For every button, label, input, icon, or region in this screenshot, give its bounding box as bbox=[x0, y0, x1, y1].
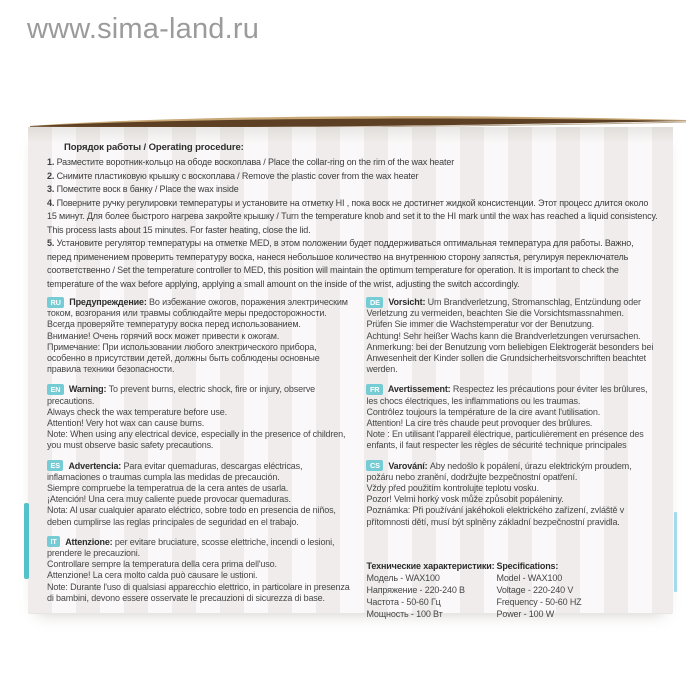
warning-text-line: Achtung! Sehr heißer Wachs kann die Brandverletzungen verursachen. bbox=[366, 330, 641, 341]
spec-line: Частота - 50-60 Гц bbox=[366, 596, 441, 607]
language-badge-es: ES bbox=[47, 460, 63, 471]
specs-heading: Технические характеристики: bbox=[366, 560, 495, 571]
warning-text: Respectez les précautions pour éviter les brûlures, les chocs électriques, les inflammations ou les traumas. bbox=[366, 384, 648, 406]
procedure-steps bbox=[47, 156, 658, 291]
spec-line: Power - 100 W bbox=[496, 608, 555, 619]
warning-text-line: Controllare sempre la temperatura della cera prima dell'uso. bbox=[47, 559, 277, 570]
language-badge-ru: RU bbox=[47, 297, 64, 308]
box-front-panel bbox=[28, 127, 673, 619]
operating-procedure-section bbox=[47, 142, 658, 291]
sima-land-watermark: www.sima-land.ru bbox=[27, 13, 260, 45]
spec-line: Voltage - 220-240 V bbox=[496, 584, 574, 595]
warning-text-line: Poznámka: Při používání jakéhokoli elektrického zařízení, zvláště v přítomnosti dětí, musí být splněny základní bezpečnostní pravidla. bbox=[366, 505, 625, 527]
warning-title: Varování: bbox=[388, 460, 430, 471]
warning-text-line: Всегда проверяйте температуру воска перед использованием. bbox=[47, 319, 301, 330]
warning-title: Vorsicht: bbox=[388, 297, 428, 307]
warning-section-es bbox=[47, 461, 352, 528]
warning-text-line: Always check the wax temperature before use. bbox=[47, 406, 227, 417]
warning-text: To prevent burns, electric shock, fire or injury, observe precautions. bbox=[47, 384, 316, 406]
warning-text-line: Attenzione! La cera molto calda può causare le ustioni. bbox=[47, 570, 258, 581]
warning-text-line: Vždy před použitím kontrolujte teplotu vosku. bbox=[366, 483, 539, 494]
language-badge-fr: FR bbox=[366, 384, 382, 395]
step-text: Поместите воск в банку / Place the wax inside bbox=[56, 184, 239, 194]
warning-first-line bbox=[366, 297, 658, 319]
step-number: 3. bbox=[47, 184, 57, 194]
step-text: Поверните ручку регулировки температуры и установите на отметку HI , пока воск не достигнет жидкой консистенции. Этот процесс длится около 15 минут. Для более быстрого нагрева закройте крышку / Turn the temperature knob and set it to the HI mark until the wax has reached a liquid consistency. This process lasts about 15 minutes. For faster heating, close the lid. bbox=[47, 197, 658, 235]
step-number: 2. bbox=[47, 170, 57, 181]
language-badge-it: IT bbox=[47, 536, 60, 547]
warning-text-line: Attention! La cire très chaude peut provoquer des brûlures. bbox=[366, 418, 593, 429]
warning-text: per evitare bruciature, scosse elettriche, incendi o lesioni, prendere le precauzioni. bbox=[47, 536, 335, 559]
warning-title: Advertencia: bbox=[68, 460, 124, 471]
warning-section-de bbox=[366, 297, 658, 375]
warning-text-line: Note : En utilisant l'appareil électrique, particulièrement en présence des enfants, il faut respecter les règles de sécurité technique principales bbox=[366, 429, 644, 451]
warning-text-line: Contrôlez toujours la température de la cire avant l'utilisation. bbox=[366, 406, 601, 417]
warning-title: Avertissement: bbox=[387, 384, 453, 395]
step-number: 4. bbox=[47, 197, 57, 208]
warning-section-ru bbox=[47, 297, 352, 375]
warning-text: Um Brandverletzung, Stromanschlag, Entzündung oder Verletzung zu vermeiden, beachten Sie die Vorsichtsmassnahmen. bbox=[366, 297, 641, 319]
spec-line: Напряжение - 220-240 В bbox=[366, 584, 465, 595]
specs-ru bbox=[366, 560, 496, 620]
step-number: 5. bbox=[47, 238, 57, 248]
spec-line: Модель - WAX100 bbox=[366, 572, 440, 583]
procedure-heading: Порядок работы / Operating procedure: bbox=[64, 142, 244, 153]
warning-text-line: Attention! Very hot wax can cause burns. bbox=[47, 418, 205, 429]
warning-first-line bbox=[366, 461, 658, 483]
box-left-edge-highlight bbox=[24, 503, 29, 579]
language-badge-cs: CS bbox=[366, 460, 383, 471]
procedure-step bbox=[47, 237, 658, 291]
warnings-columns bbox=[47, 297, 658, 620]
warning-text: Aby nedošlo k popálení, úrazu elektrickým proudem, požáru nebo zranění, dodržujte bezpečnostní opatření. bbox=[366, 460, 632, 482]
warning-first-line bbox=[47, 384, 352, 406]
warning-text-line: Nota: Al usar cualquier aparato eléctrico, sobre todo en presencia de niños, deben cumplirse las reglas principales de seguridad en el trabajo. bbox=[47, 505, 336, 527]
warning-first-line bbox=[47, 537, 352, 559]
language-badge-en: EN bbox=[47, 384, 64, 395]
warning-section-fr bbox=[366, 384, 658, 451]
warning-first-line bbox=[366, 384, 658, 406]
warning-text: Во избежание ожогов, поражения электрическим током, возгорания или травмы соблюдайте меры предосторожности. bbox=[47, 297, 348, 319]
procedure-step bbox=[47, 197, 658, 238]
spec-line: Мощность - 100 Вт bbox=[366, 608, 443, 619]
procedure-step bbox=[47, 170, 658, 184]
warning-text-line: Note: When using any electrical device, especially in the presence of children, you must observe basic safety precautions. bbox=[47, 429, 346, 451]
warning-section-cs bbox=[366, 461, 658, 528]
warning-text-line: Примечание: При использовании любого электрического прибора, особенно в присутствии детей, должны быть соблюдены основные правила техники безопасности. bbox=[47, 341, 320, 375]
specifications-section bbox=[366, 560, 658, 620]
procedure-step bbox=[47, 183, 658, 197]
procedure-step bbox=[47, 156, 658, 170]
step-number: 1. bbox=[47, 157, 57, 167]
warning-text-line: Note: Durante l'uso di qualsiasi apparecchio elettrico, in particolare in presenza di bambini, devono essere osservate le precauzioni di sicurezza di base. bbox=[47, 581, 350, 603]
warning-text-line: ¡Atención! Una cera muy caliente puede provocar quemaduras. bbox=[47, 494, 291, 505]
warning-text-line: Prüfen Sie immer die Wachstemperatur vor der Benutzung. bbox=[366, 319, 595, 330]
warnings-column-right bbox=[366, 297, 658, 620]
warning-first-line bbox=[47, 297, 352, 319]
step-text: Снимите пластиковую крышку с воскоплава / Remove the plastic cover from the wax heater bbox=[56, 170, 419, 181]
warning-text-line: Pozor! Velmi horký vosk může způsobit popáleniny. bbox=[366, 494, 564, 505]
specs-en bbox=[496, 560, 581, 620]
spec-line: Model - WAX100 bbox=[496, 572, 563, 583]
warning-title: Attenzione: bbox=[65, 536, 115, 547]
language-badge-de: DE bbox=[366, 297, 383, 308]
warning-text: Para evitar quemaduras, descargas eléctricas, inflamaciones o traumas cumpla las medidas de precaución. bbox=[47, 460, 303, 482]
warning-first-line bbox=[47, 461, 352, 483]
warning-text-line: Внимание! Очень горячий воск может привести к ожогам. bbox=[47, 330, 280, 341]
step-text: Установите регулятор температуры на отметке MED, в этом положении будет поддерживаться оптимальная температура для работы. Важно, перед применением проверить температуру воска, нанеся небольшое количество на внутреннюю сторону запястья, регулируя переключатель соответственно / Set the temperature controller to MED, this position will maintain the optimum temperature for operation. It is important to check the temperature of the wax before applying, applying a small amount on the inside of the wrist, adjusting the switch accordingly. bbox=[47, 238, 634, 289]
spec-line: Frequency - 50-60 HZ bbox=[496, 596, 582, 607]
warning-section-it bbox=[47, 537, 352, 604]
warnings-column-left bbox=[47, 297, 352, 620]
warning-section-en bbox=[47, 384, 352, 451]
specs-heading: Specifications: bbox=[496, 560, 559, 571]
warning-title: Warning: bbox=[68, 384, 109, 395]
warning-text-line: Anmerkung: bei der Benutzung vom beliebigen Elektrogerät besonders bei Anwesenheit der Kinder sollen die Grundsicherheitsvorschriften beachtet werden. bbox=[366, 341, 654, 375]
step-text: Разместите воротник-кольцо на ободе воскоплава / Place the collar-ring on the rim of the wax heater bbox=[56, 157, 455, 167]
warning-text-line: Siempre compruebe la temperatrua de la cera antes de usarla. bbox=[47, 483, 289, 494]
warning-title: Предупреждение: bbox=[69, 297, 150, 307]
box-right-edge-highlight bbox=[674, 512, 677, 592]
panel-content bbox=[28, 127, 673, 620]
